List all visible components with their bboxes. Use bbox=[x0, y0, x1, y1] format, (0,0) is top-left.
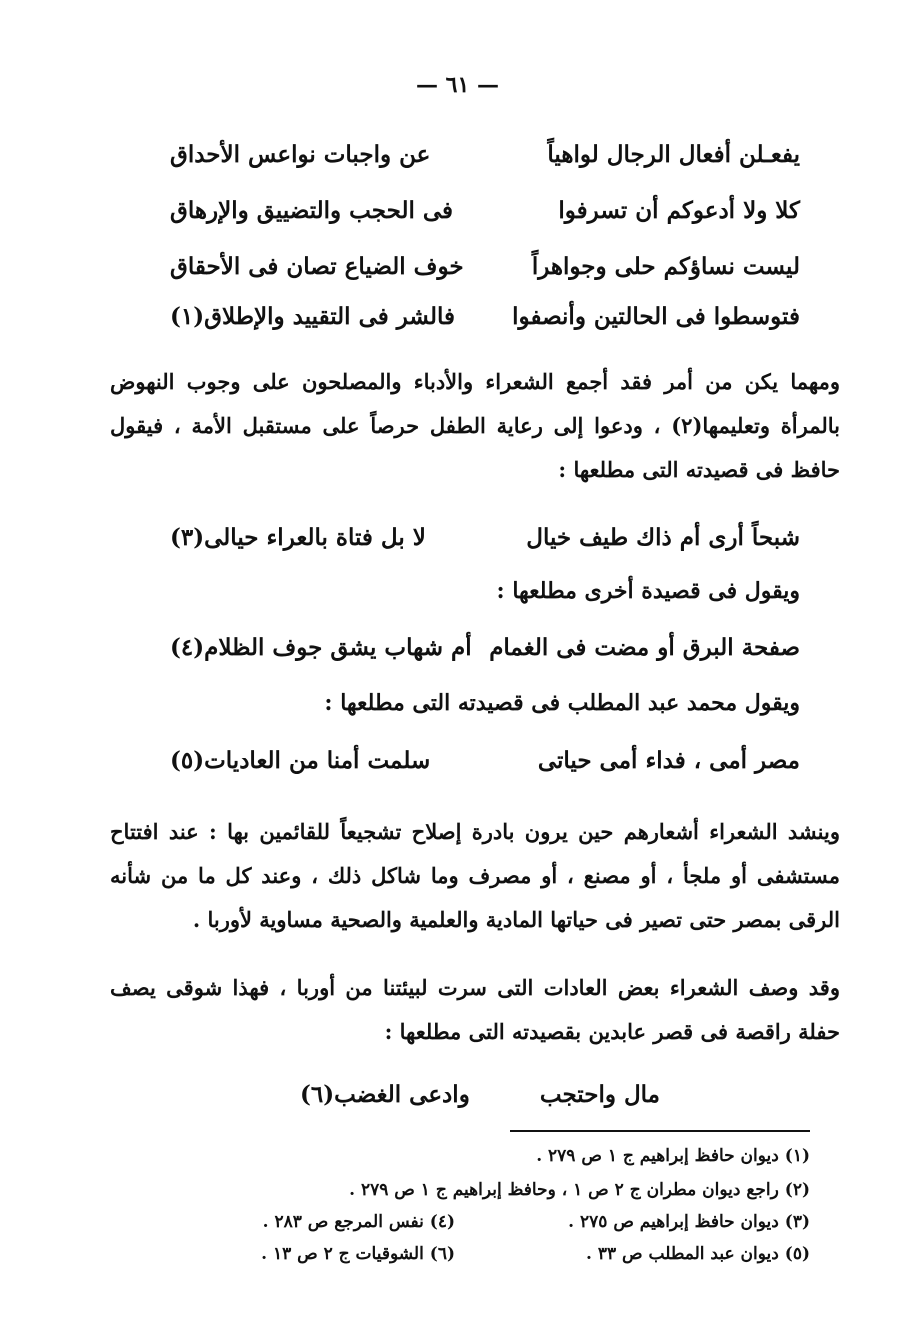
paragraph-women-education: ومهما يكن من أمر فقد أجمع الشعراء والأدباء والمصلحون على وجوب النهوض بالمرأة وتعليمها(٢) ، ودعوا إلى رعاية الطفل حرصاً على مستقبل الأمة ، فيقول حافظ فى قصيدته التى مطلعها : bbox=[110, 369, 841, 482]
verse-first-hemistich: ليست نساؤكم حلى وجواهراً bbox=[531, 252, 800, 280]
footnote-1: (١) ديوان حافظ إبراهيم ج ١ ص ٢٧٩ . bbox=[536, 1146, 810, 1166]
poem-verse bbox=[170, 188, 800, 232]
verse-second-hemistich: فالشر فى التقييد والإطلاق(١) bbox=[170, 302, 455, 330]
verse-second-hemistich: وادعى الغضب(٦) bbox=[300, 1080, 470, 1108]
verse-first-hemistich: فتوسطوا فى الحالتين وأنصفوا bbox=[512, 302, 800, 330]
verse-first-hemistich: مصر أمى ، فداء أمى حياتى bbox=[537, 746, 800, 774]
verse-first-hemistich: صفحة البرق أو مضت فى الغمام bbox=[489, 633, 800, 661]
verse-second-hemistich: سلمت أمنا من العاديات(٥) bbox=[170, 746, 431, 774]
verse-first-hemistich: كلا ولا أدعوكم أن تسرفوا bbox=[558, 196, 800, 224]
intro-line: ويقول فى قصيدة أخرى مطلعها : bbox=[496, 578, 800, 604]
poem-verse-muttalib bbox=[170, 738, 800, 782]
verse-second-hemistich: فى الحجب والتضييق والإرهاق bbox=[170, 196, 454, 224]
poem-verse-hafiz bbox=[170, 515, 800, 559]
intro-line: ويقول محمد عبد المطلب فى قصيدته التى مطلعها : bbox=[324, 690, 800, 716]
verse-first-hemistich: مال واحتجب bbox=[539, 1080, 660, 1108]
poem-verse-shawqi bbox=[300, 1072, 660, 1116]
footnote-6: (٦) الشوقيات ج ٢ ص ١٣ . bbox=[261, 1244, 455, 1264]
verse-second-hemistich: خوف الضياع تصان فى الأحقاق bbox=[170, 252, 464, 280]
poem-verse-hafiz-2 bbox=[170, 625, 800, 669]
footnote-3: (٣) ديوان حافظ إبراهيم ص ٢٧٥ . bbox=[568, 1212, 810, 1232]
poem-verse bbox=[170, 244, 800, 288]
page-number: — ٦١ — bbox=[416, 72, 499, 98]
paragraph-reform: وينشد الشعراء أشعارهم حين يرون بادرة إصلاح تشجيعاً للقائمين بها : عند افتتاح مستشفى أو ملجأ ، أو مصنع ، أو مصرف وما شاكل ذلك ، وعند كل ما من شأنه الرقى بمصر حتى تصير فى حياتها المادية والعلمية والصحية مساوية لأوربا . bbox=[110, 819, 840, 932]
footnote-divider bbox=[510, 1130, 810, 1132]
footnote-2: (٢) راجع ديوان مطران ج ٢ ص ١ ، وحافظ إبراهيم ج ١ ص ٢٧٩ . bbox=[349, 1180, 810, 1200]
paragraph-customs: وقد وصف الشعراء بعض العادات التى سرت لبيئتنا من أوربا ، فهذا شوقى يصف حفلة راقصة فى قصر عابدين بقصيدته التى مطلعها : bbox=[110, 975, 840, 1044]
footnote-5: (٥) ديوان عبد المطلب ص ٣٣ . bbox=[586, 1244, 810, 1264]
verse-second-hemistich: لا بل فتاة بالعراء حيالى(٣) bbox=[170, 523, 426, 551]
verse-first-hemistich: شبحاً أرى أم ذاك طيف خيال bbox=[526, 523, 800, 551]
verse-second-hemistich: أم شهاب يشق جوف الظلام(٤) bbox=[170, 633, 472, 661]
poem-verse bbox=[170, 294, 800, 338]
footnote-4: (٤) نفس المرجع ص ٢٨٣ . bbox=[262, 1212, 455, 1232]
verse-second-hemistich: عن واجبات نواعس الأحداق bbox=[170, 140, 431, 168]
verse-first-hemistich: يفعـلن أفعال الرجال لواهياً bbox=[547, 140, 800, 168]
poem-verse bbox=[170, 132, 800, 176]
